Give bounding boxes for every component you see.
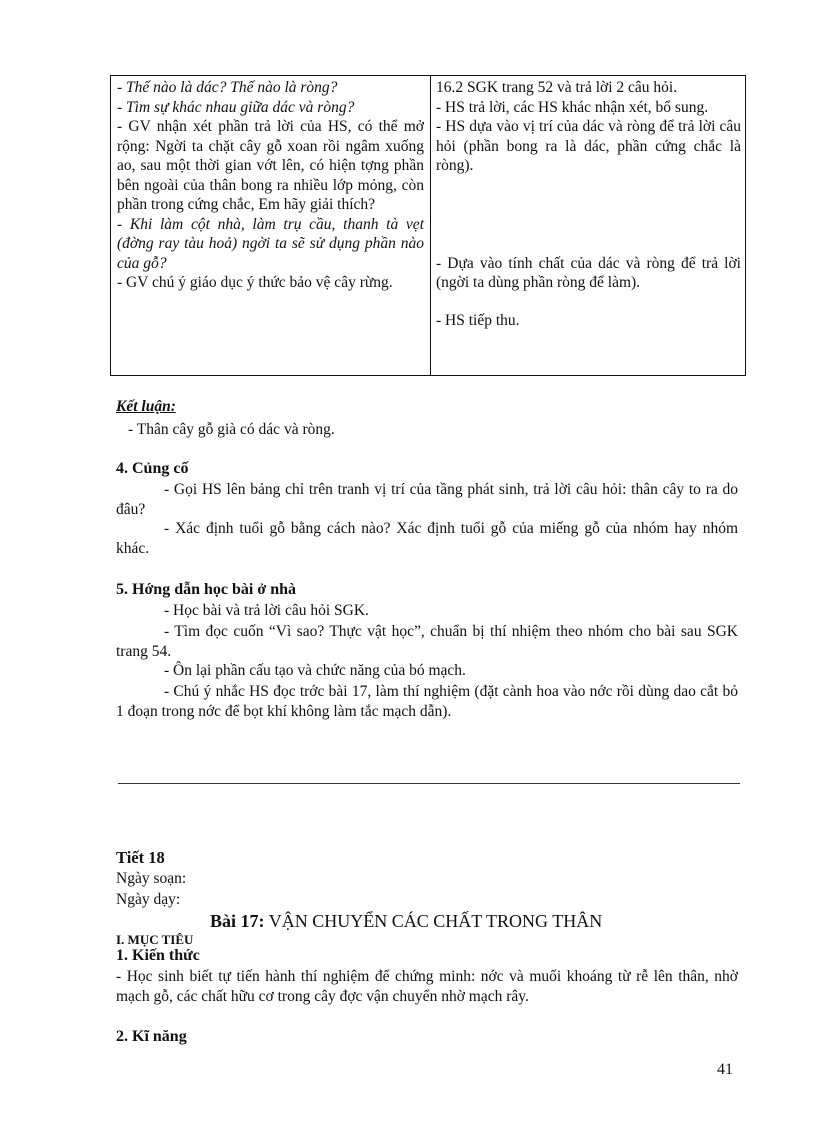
- section-5-title: 5. Hớng dẫn học bài ở nhà: [116, 581, 296, 598]
- table-left-item: - Tìm sự khác nhau giữa dác và ròng?: [117, 98, 355, 116]
- lesson-title: [210, 910, 602, 932]
- table-right-item: - Dựa vào tính chất của dác và ròng để trả lời (ngời ta dùng phần ròng để làm).: [436, 254, 741, 291]
- prep-date-label: Ngày soạn:: [116, 870, 187, 887]
- lesson-title-prefix: Bài 17:: [210, 911, 265, 931]
- table-spacer: [436, 293, 741, 311]
- table-column-divider: [430, 76, 431, 375]
- conclusion-text: - Thân cây gỗ già có dác và ròng.: [128, 421, 335, 438]
- table-left-item: - GV chú ý giáo dục ý thức bảo vệ cây rừng.: [117, 274, 393, 291]
- table-right-item: 16.2 SGK trang 52 và trả lời 2 câu hỏi.: [436, 79, 678, 96]
- table-spacer: [436, 176, 741, 254]
- student-activity-column: [436, 78, 741, 330]
- section-4-paragraph: - Xác định tuổi gỗ bằng cách nào? Xác định tuổi gỗ của miếng gỗ của nhóm hay nhóm khác.: [116, 520, 738, 557]
- knowledge-heading: 1. Kiến thức: [116, 947, 200, 964]
- section-5-paragraph: - Học bài và trả lời câu hỏi SGK.: [164, 602, 369, 619]
- activity-table: [110, 75, 746, 376]
- teacher-activity-column: [117, 78, 424, 293]
- section-5-paragraph: - Chú ý nhắc HS đọc trớc bài 17, làm thí nghiệm (đặt cành hoa vào nớc rồi dùng dao cắt bỏ 1 đoạn trong nớc để bọt khí không làm tắc mạch dẫn).: [116, 683, 738, 720]
- teach-date-label: Ngày dạy:: [116, 891, 181, 908]
- skills-heading: 2. Kĩ năng: [116, 1028, 187, 1045]
- table-right-item: - HS dựa vào vị trí của dác và ròng để trả lời câu hỏi (phần bong ra là dác, phần cứng chắc là ròng).: [436, 118, 741, 174]
- table-right-item: - HS trả lời, các HS khác nhận xét, bổ sung.: [436, 98, 709, 116]
- section-4-title: 4. Củng cố: [116, 460, 189, 477]
- section-5-paragraph: - Ôn lại phần cấu tạo và chức năng của bó mạch.: [164, 662, 466, 679]
- lesson-period: Tiết 18: [116, 848, 165, 867]
- table-left-item: - Khi làm cột nhà, làm trụ cầu, thanh tà vẹt (đờng ray tàu hoả) ngời ta sẽ sử dụng phần nào của gỗ?: [117, 215, 424, 272]
- table-right-item: - HS tiếp thu.: [436, 311, 520, 329]
- objectives-heading: I. MỤC TIÊU: [116, 932, 194, 947]
- conclusion-title: Kết luận:: [116, 398, 176, 415]
- table-left-item: - Thế nào là dác? Thế nào là ròng?: [117, 79, 338, 96]
- lesson-title-text: VẬN CHUYỂN CÁC CHẤT TRONG THÂN: [268, 911, 603, 931]
- knowledge-text: - Học sinh biết tự tiến hành thí nghiệm để chứng minh: nớc và muối khoáng từ rễ lên thân, nhờ mạch gỗ, các chất hữu cơ trong cây đợc vận chuyển nhờ mạch rây.: [116, 968, 738, 1005]
- section-divider: [118, 783, 740, 784]
- page-number: 41: [717, 1061, 733, 1078]
- section-4-paragraph: - Gọi HS lên bảng chỉ trên tranh vị trí của tầng phát sinh, trả lời câu hỏi: thân cây to ra do đâu?: [116, 481, 738, 518]
- section-5-paragraph: - Tìm đọc cuốn “Vì sao? Thực vật học”, chuẩn bị thí nhiệm theo nhóm cho bài sau SGK trang 54.: [116, 623, 738, 660]
- table-left-item: - GV nhận xét phần trả lời của HS, có thể mở rộng: Ngời ta chặt cây gỗ xoan rồi ngâm xuống ao, sau một thời gian vớt lên, có hiện tợng phần bên ngoài của thân bong ra nhiều lớp mỏng, còn phần trong cứng chắc, Em hãy giải thích?: [117, 118, 424, 213]
